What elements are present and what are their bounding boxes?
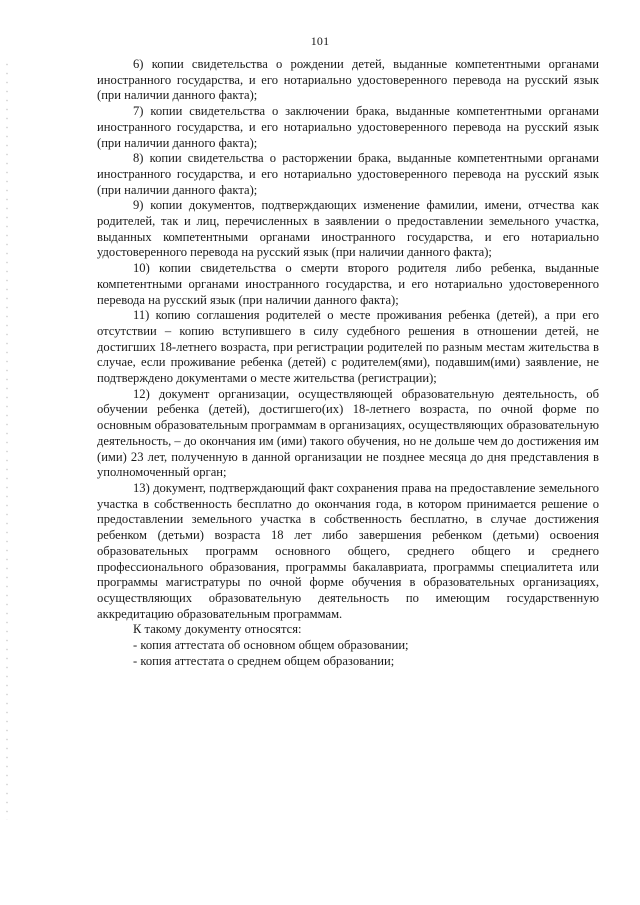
list-item-13: 13) документ, подтверждающий факт сохранения права на предоставление земельного участка в собственность бесплатно до окончания года, в котором принимается решение о предоставлении земельного участка в собственность бесплатно, в случае достижения ребенком (детьми) возраста 18 лет либо завершения ребенком (детьми) освоения образовательных программ основного общего, среднего общего и среднего профессионального образования, программы бакалавриата, программы специалитета или программы магистратуры по очной форме обучения в образовательных организациях, осуществляющих образовательную деятельность по имеющим государственную аккредитацию образовательным программам.: [97, 480, 599, 621]
list-item-7: 7) копии свидетельства о заключении брака, выданные компетентными органами иностранного государства, и его нотариально удостоверенного перевода на русский язык (при наличии данного факта);: [97, 104, 599, 150]
bullet-secondary-education-certificate: - копия аттестата о среднем общем образовании;: [133, 653, 395, 668]
page-number: 101: [310, 34, 330, 48]
list-item-9: 9) копии документов, подтверждающих изменение фамилии, имени, отчества как родителей, так и лиц, перечисленных в заявлении о предоставлении земельного участка, выданных компетентными органами иностранного государства, и его нотариально удостоверенного перевода на русский язык (при наличии данного факта);: [97, 198, 599, 260]
list-item-8: 8) копии свидетельства о расторжении брака, выданные компетентными органами иностранного государства, и его нотариально удостоверенного перевода на русский язык (при наличии данного факта);: [97, 151, 599, 197]
bullet-basic-education-certificate: - копия аттестата об основном общем образовании;: [133, 638, 409, 653]
list-item-12: 12) документ организации, осуществляющей образовательную деятельность, об обучении ребенка (детей), достигшего(их) 18-летнего возраста, по очной форме по основным образовательным программам в организациях, осуществляющих образовательную деятельность, – до окончания им (ими) такого обучения, но не дольше чем до достижения им (ими) 23 лет, полученную в данной организации не позднее месяца до дня представления в уполномоченный орган;: [97, 386, 599, 480]
scan-margin-dots: [6, 60, 8, 820]
list-item-10: 10) копии свидетельства о смерти второго родителя либо ребенка, выданные компетентными органами иностранного государства, и его нотариально удостоверенного перевода на русский язык (при наличии данного факта);: [97, 261, 599, 307]
document-body: [97, 57, 599, 669]
list-item-11: 11) копию соглашения родителей о месте проживания ребенка (детей), а при его отсутствии – копию вступившего в силу судебного решения в отношении детей, не достигших 18-летнего возраста, при регистрации родителей по разным местам жительства в случае, если проживание ребенка (детей) с родителем(ями), подавшим(ими) заявление, не подтверждено документами о месте жительства (регистрации);: [97, 308, 599, 386]
list-item-6: 6) копии свидетельства о рождении детей, выданные компетентными органами иностранного государства, и его нотариально удостоверенного перевода на русский язык (при наличии данного факта);: [97, 57, 599, 103]
documents-intro: К такому документу относятся:: [133, 622, 302, 637]
